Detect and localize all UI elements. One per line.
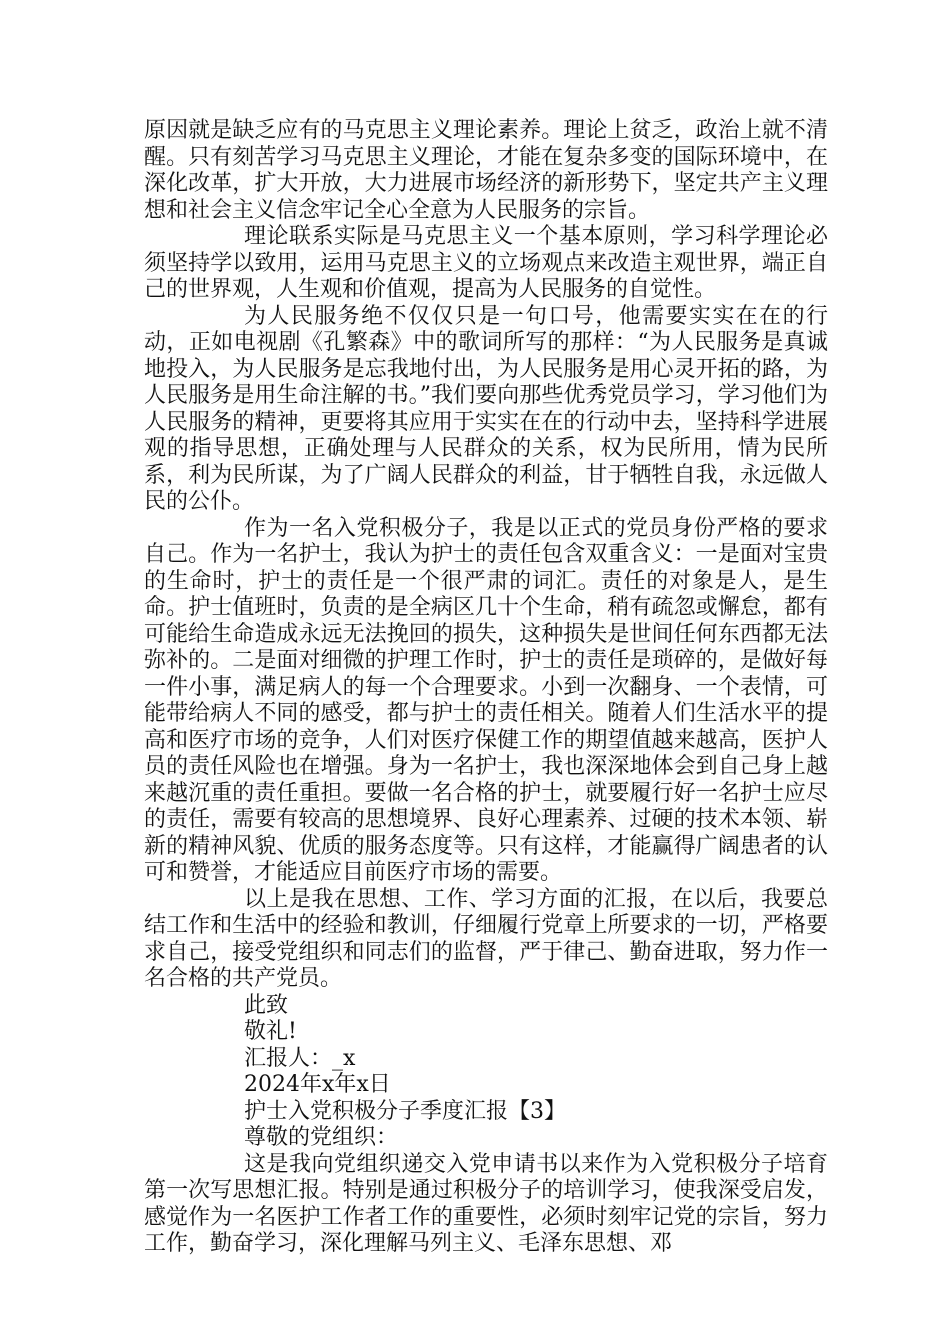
greeting-line: 尊敬的党组织： <box>244 1125 399 1150</box>
paragraph-4: 作为一名入党积极分子，我是以正式的党员身份严格的要求自己。作为一名护士，我认为护士的责任包含双重含义：一是面对宝贵的生命时，护士的责任是一个很严肃的词汇。责任的对象是人，是生命。护士值班时，负责的是全病区几十个生命，稍有疏忽或懈怠，都有可能给生命造成永远无法挽回的损失，这种损失是世间任何东西都无法弥补的。二是面对细微的护理工作时，护士的责任是琐碎的，是做好每一件小事，满足病人的每一个合理要求。小到一次翻身、一个表情，可能带给病人不同的感受，都与护士的责任相关。随着人们生活水平的提高和医疗市场的竞争，人们对医疗保健工作的期望值越来越高，医护人员的责任风险也在增强。身为一名护士，我也深深地体会到自己身上越来越沉重的责任重担。要做一名合格的护士，就要履行好一名护士应尽的责任，需要有较高的思想境界、良好心理素养、过硬的技术本领、崭新的精神风貌、优质的服务态度等。只有这样，才能赢得广阔患者的认可和赞誉，才能适应目前医疗市场的需要。 <box>144 515 828 885</box>
section-title: 护士入党积极分子季度汇报【3】 <box>244 1098 566 1124</box>
paragraph-1: 原因就是缺乏应有的马克思主义理论素养。理论上贫乏，政治上就不清醒。只有刻苦学习马克思主义理论，才能在复杂多变的国际环境中，在深化改革，扩大开放，大力进展市场经济的新形势下，坚定共产主义理想和社会主义信念牢记全心全意为人民服务的宗旨。 <box>144 118 828 223</box>
date-line: 2024年x年x日 <box>244 1072 391 1097</box>
closing-regards: 敬礼! <box>244 1019 297 1044</box>
closing-salute: 此致 <box>244 992 289 1018</box>
paragraph-5: 以上是我在思想、工作、学习方面的汇报，在以后，我要总结工作和生活中的经验和教训，仔细履行党章上所要求的一切，严格要求自己，接受党组织和同志们的监督，严于律己、勤奋进取，努力作一名合格的共产党员。 <box>144 886 828 991</box>
paragraph-2: 理论联系实际是马克思主义一个基本原则，学习科学理论必须坚持学以致用，运用马克思主义的立场观点来改造主观世界，端正自己的世界观，人生观和价值观，提高为人民服务的自觉性。 <box>144 224 828 302</box>
document-page <box>144 118 828 1258</box>
paragraph-3: 为人民服务绝不仅仅只是一句口号，他需要实实在在的行动，正如电视剧《孔繁森》中的歌词所写的那样：“为人民服务是真诚地投入，为人民服务是忘我地付出，为人民服务是用心灵开拓的路，为人民服务是用生命注解的书。”我们要向那些优秀党员学习，学习他们为人民服务的精神，更要将其应用于实实在在的行动中去，坚持科学进展观的指导思想，正确处理与人民群众的关系，权为民所用，情为民所系，利为民所谋，为了广阔人民群众的利益，甘于牺牲自我，永远做人民的公仆。 <box>144 303 828 514</box>
section-body: 这是我向党组织递交入党申请书以来作为入党积极分子培育第一次写思想汇报。特别是通过积极分子的培训学习，使我深受启发，感觉作为一名医护工作者工作的重要性，必须时刻牢记党的宗旨，努力工作，勤奋学习，深化理解马列主义、毛泽东思想、邓 <box>144 1151 828 1256</box>
reporter-line: 汇报人：_x <box>244 1045 356 1071</box>
